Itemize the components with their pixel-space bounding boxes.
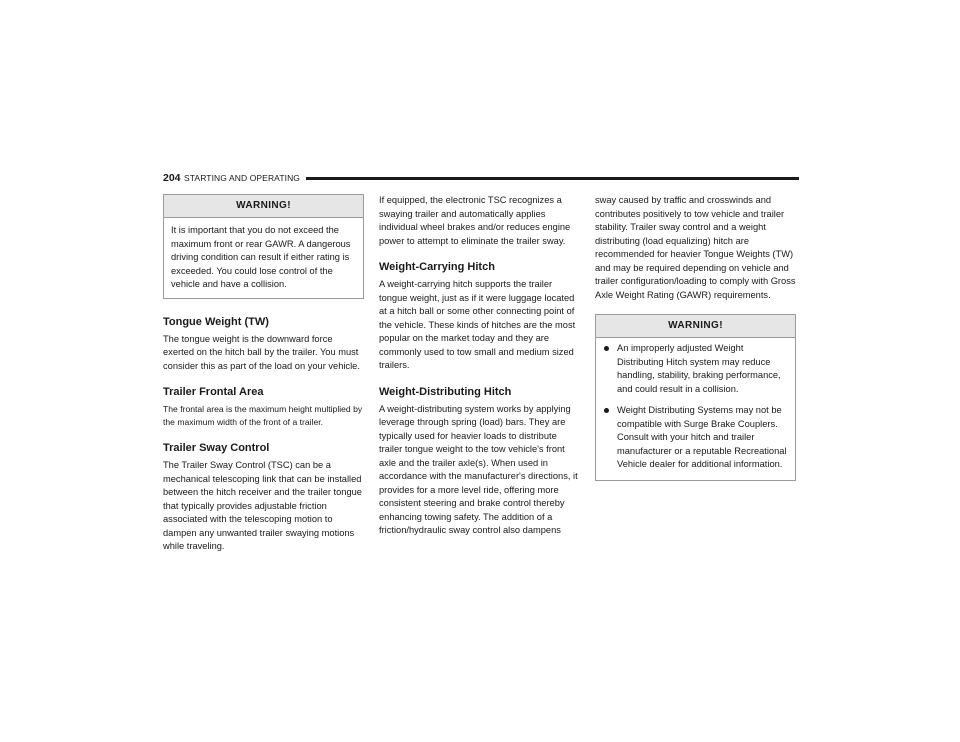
hitch-warning-box [595,314,796,481]
header-rule [306,177,799,180]
warning-text: It is important that you do not exceed the maximum front or rear GAWR. A dangerous driving condition can result if either rating is exceeded. You could lose control of the vehicle and have a collision. [171,225,351,289]
weight-carrying-text: A weight-carrying hitch supports the trailer tongue weight, just as if it were luggage located at a hitch ball or some other connecting point of the vehicle. These kinds of hitches are the most popular on the market today and they are commonly used to tow small and medium sized trailers. [379,279,576,370]
section-title: STARTING AND OPERATING [184,173,301,183]
sway-control-text: The Trailer Sway Control (TSC) can be a mechanical telescoping link that can be installed between the hitch receiver and the trailer tongue that typically provides adjustable friction associated with the telescoping motion to dampen any unwanted trailer swaying motions while traveling. [163,460,362,551]
warning-heading: WARNING! [596,315,795,338]
column-3 [595,194,796,481]
column-2 [379,194,580,538]
gawr-warning-box [163,194,364,299]
weight-carrying-heading: Weight-Carrying Hitch [379,261,495,273]
page-header [163,172,799,186]
weight-distributing-heading: Weight-Distributing Hitch [379,385,512,398]
weight-distributing-text: A weight-distributing system works by applying leverage through spring (load) bars. They are typically used for heavier loads to distribute trailer tongue weight to the tow vehicle's front axle and the trailer axle(s). When used in accordance with the manufacturer's directions, it provides for a more level ride, offering more consistent steering and brake control thereby enhancing towing safety. The addition of a friction/hydraulic sway control also dampens [379,403,578,535]
sway-control-heading: Trailer Sway Control [163,442,270,454]
bullet-icon [604,346,609,351]
sway-continuation-text: sway caused by traffic and crosswinds and contributes positively to tow vehicle and trailer stability. Trailer sway control and a weight distributing (load equalizing) hitch are recommended for heavier Tongue Weights (TW) and may be required depending on vehicle and trailer configuration/loading to comply with Gross Axle Weight Rating (GAWR) requirements. [595,195,796,300]
tsc-intro-text: If equipped, the electronic TSC recognizes a swaying trailer and automatically applies individual wheel brakes and/or reduces engine power to attempt to eliminate the trailer sway. [379,195,571,246]
column-1 [163,194,364,554]
warning-list-item [603,342,788,396]
page-number: 204 [163,172,181,184]
warning-item-text: An improperly adjusted Weight Distributing Hitch system may reduce handling, stability, braking performance, and could result in a collision. [617,343,781,394]
frontal-area-text: The frontal area is the maximum height multiplied by the maximum width of the front of a trailer. [163,404,363,427]
warning-item-text: Weight Distributing Systems may not be compatible with Surge Brake Couplers. Consult with your hitch and trailer manufacturer or a reputable Recreational Vehicle dealer for additional information. [617,405,787,469]
bullet-icon [604,408,609,413]
tongue-weight-heading: Tongue Weight (TW) [163,315,269,328]
warning-list [596,338,795,480]
frontal-area-heading: Trailer Frontal Area [163,386,264,398]
warning-heading: WARNING! [164,195,363,218]
tongue-weight-text: The tongue weight is the downward force exerted on the hitch ball by the trailer. You must consider this as part of the load on your vehicle. [163,333,360,371]
warning-list-item [603,404,788,472]
